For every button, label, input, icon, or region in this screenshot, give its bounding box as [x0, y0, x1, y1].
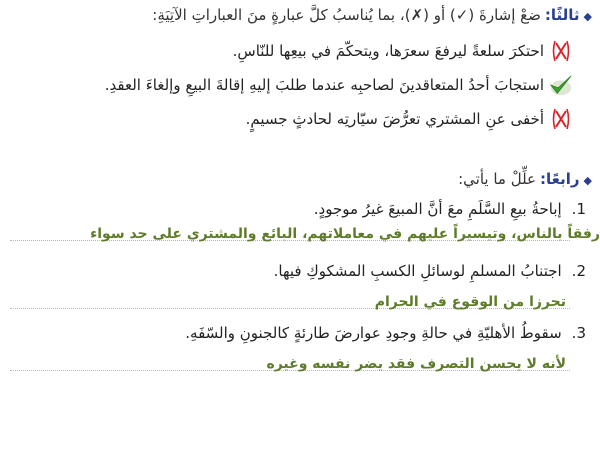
statement-1-text: احتكرَ سلعةً ليرفعَ سعرَها، ويتحكّمَ في بيعِها للنّاسِ.: [232, 42, 544, 60]
question-1-number: 1.: [571, 200, 586, 218]
section3-instruction: ضعْ إشارةَ (✓) أو (✗)، بما يُناسبُ كلَّ عبارةٍ منَ العباراتِ الآتِيَةِ:: [152, 6, 541, 24]
question-3: [185, 324, 586, 342]
section4-instruction: علِّلْ ما يأتي:: [458, 170, 537, 188]
question-2-text: اجتنابُ المسلمِ لوسائلِ الكسبِ المشكوكِ فيها.: [273, 262, 562, 280]
statement-3: [246, 106, 574, 132]
question-1: [314, 200, 586, 218]
answer-3-text: لأنه لا يحسن التصرف فقد يضر نفسه وغيره: [266, 356, 566, 372]
cross-mark-icon: [548, 106, 574, 132]
statement-2: [105, 72, 574, 98]
bullet-icon: ◆: [583, 10, 592, 23]
question-1-text: إباحةُ بيعِ السَّلَمِ معَ أنَّ المبيعَ غيرُ موجودٍ.: [313, 200, 562, 218]
answer-2-text: تحرزا من الوقوع في الحرام: [374, 294, 566, 310]
checkmark-icon: [548, 72, 574, 98]
section3-label: ثالثًا:: [544, 6, 580, 24]
question-3-number: 3.: [571, 324, 586, 342]
question-3-text: سقوطُ الأهليّةِ في حالةِ وجودِ عوارضَ طارئةٍ كالجنونِ والسّفَهِ.: [185, 324, 562, 342]
section4-label: رابعًا:: [540, 170, 580, 188]
statement-1: [233, 38, 574, 64]
bullet-icon: ◆: [583, 174, 592, 187]
section4-heading: [458, 170, 592, 188]
question-2-number: 2.: [571, 262, 586, 280]
statement-2-text: استجابَ أحدُ المتعاقدينَ لصاحبِه عندما طلبَ إليهِ إقالةَ البيعِ وإلغاءَ العقدِ.: [104, 76, 544, 94]
question-2: [274, 262, 586, 280]
section3-heading: [152, 6, 592, 24]
statement-3-text: أخفى عنِ المشتري تعرُّضَ سيّارتِه لحادثٍ جسيمٍ.: [245, 110, 544, 128]
answer-1-text: رفقاً بالناس، وتيسيراً عليهم في معاملاتهم، البائع والمشتري على حد سواء: [90, 226, 600, 242]
cross-mark-icon: [548, 38, 574, 64]
